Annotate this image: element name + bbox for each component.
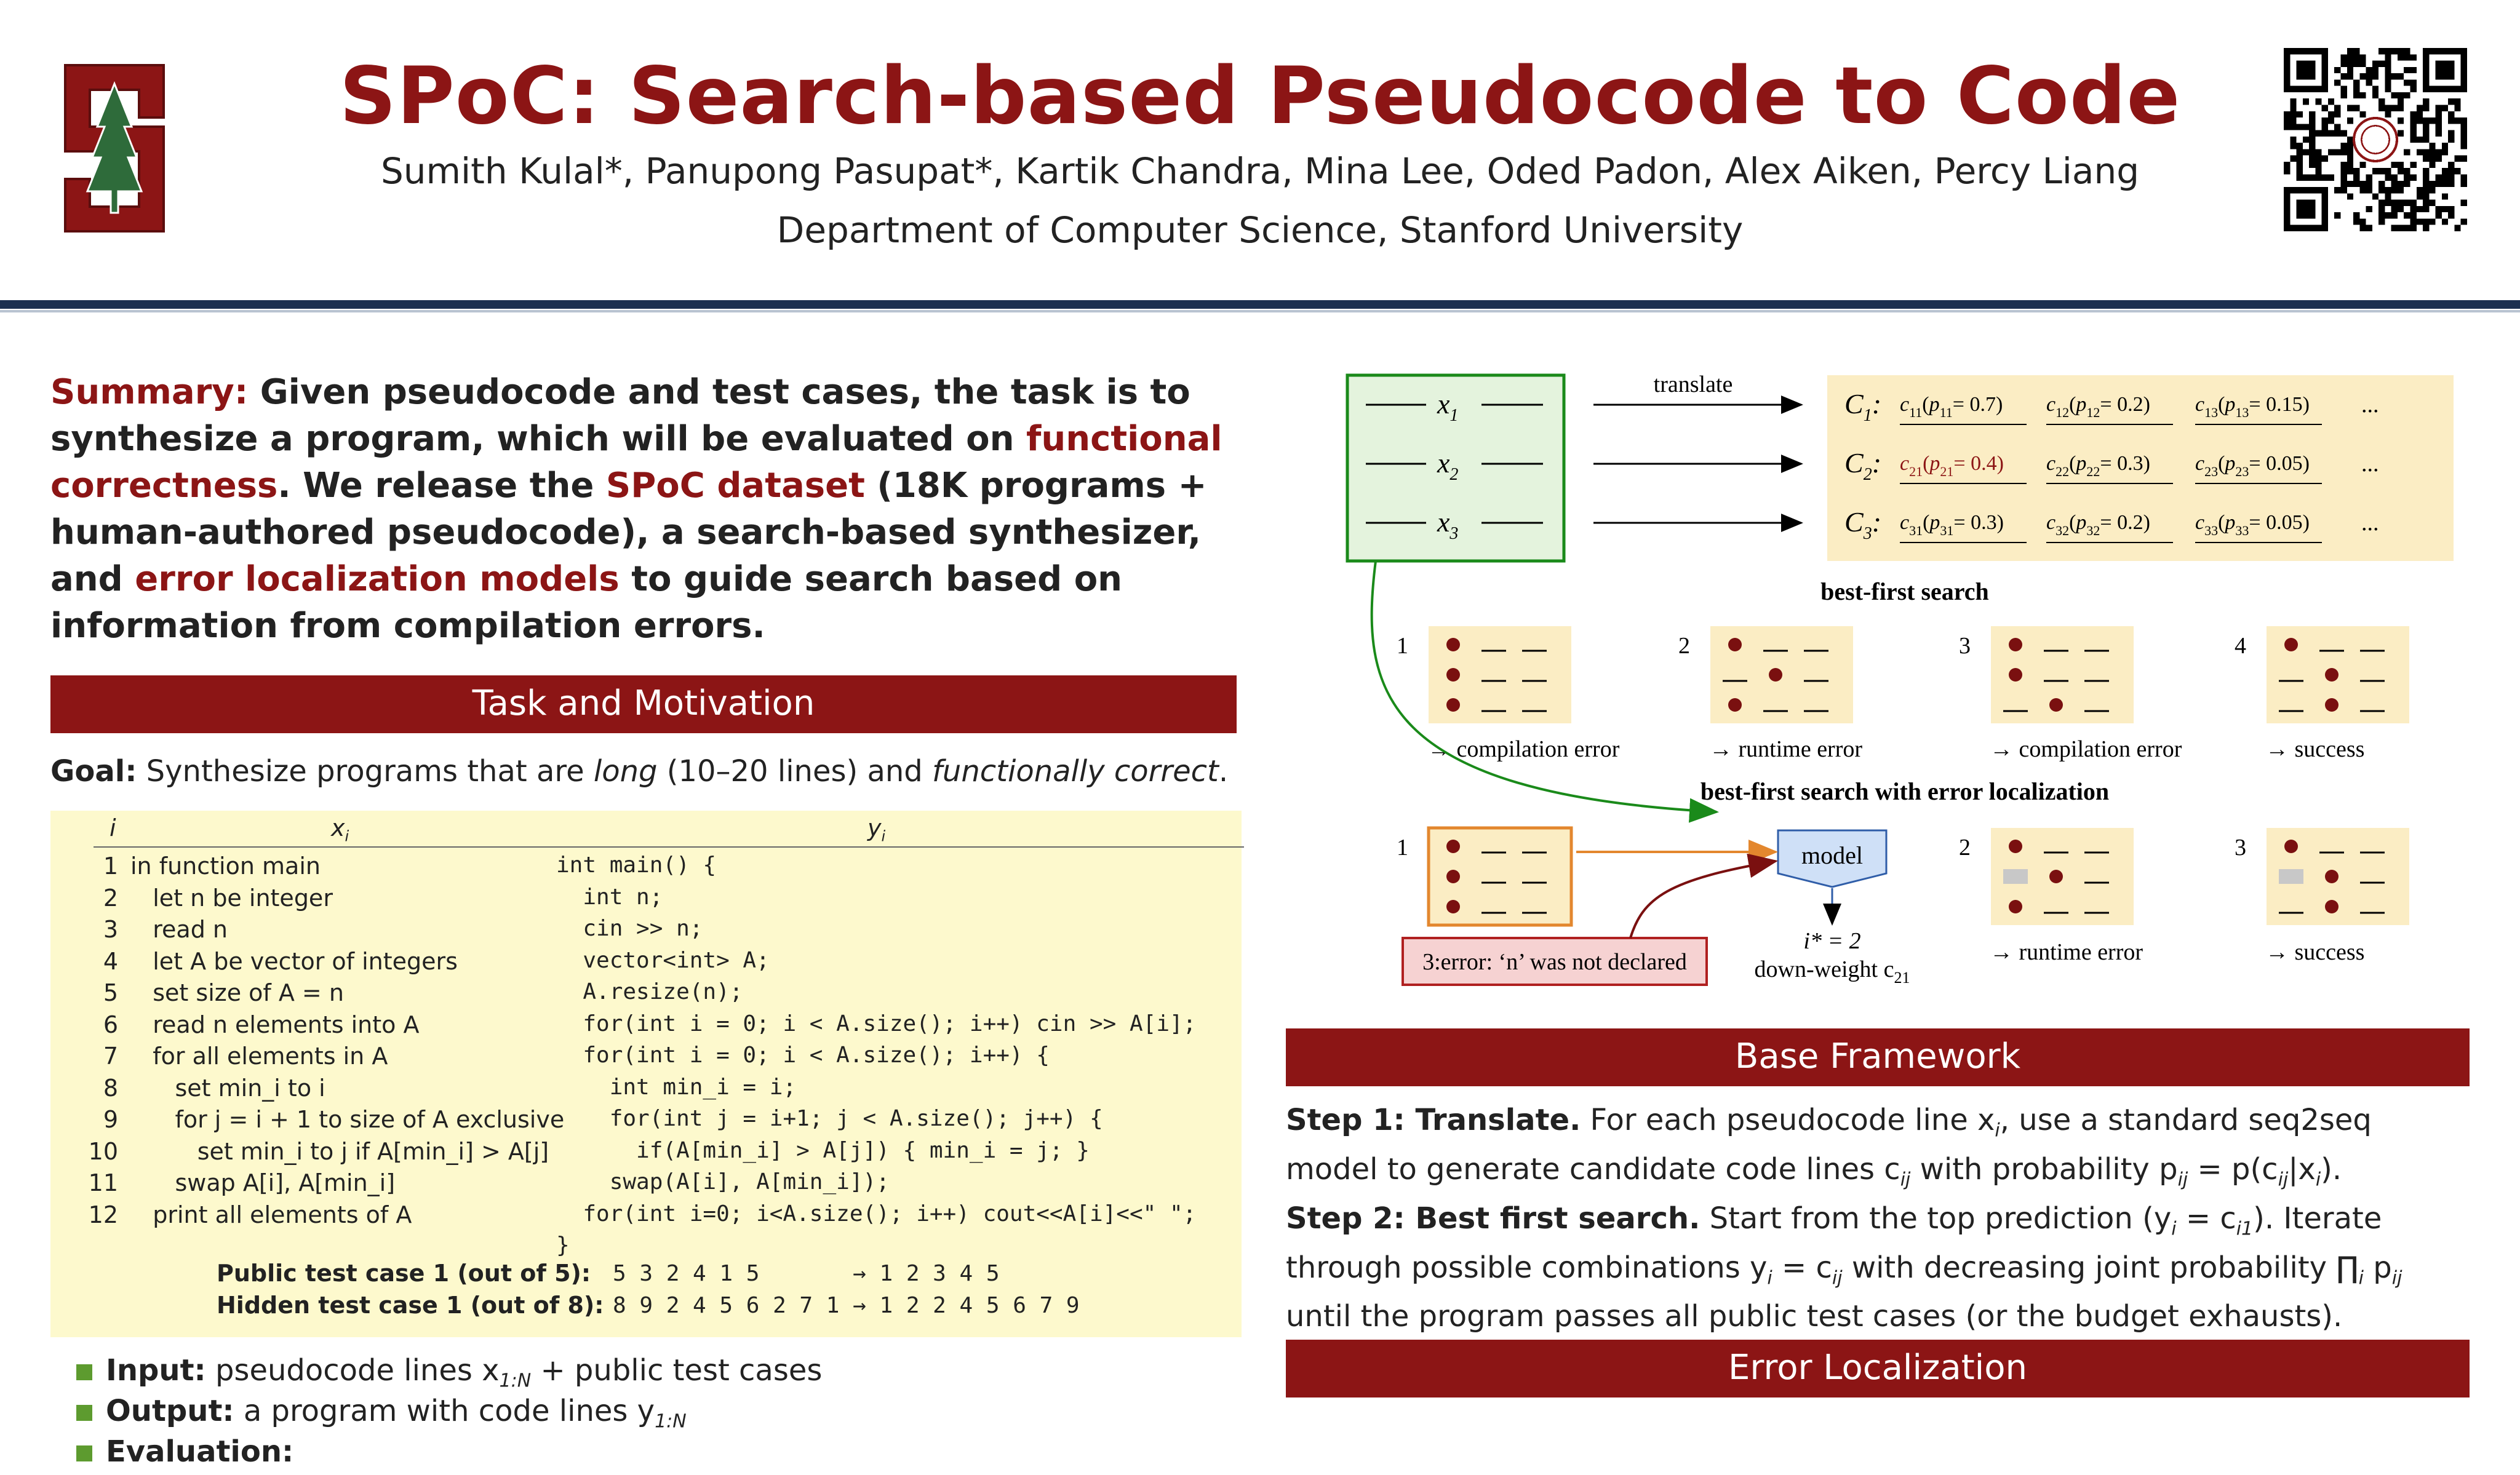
row-index: 4: [103, 947, 118, 975]
summary-highlight: error localization models: [135, 559, 620, 599]
step-number: 2: [1959, 835, 1971, 861]
code-line: swap(A[i], A[min_i]);: [556, 1169, 890, 1195]
pseudocode-line-label: $x_2$: [1437, 447, 1459, 484]
code-example-table: [50, 811, 1242, 1337]
qr-seal-icon: [2354, 118, 2397, 161]
col-header-y: $y_i$: [867, 814, 886, 845]
candidate-cell: $c_{33}(p_{33}= 0.05)$: [2195, 511, 2310, 538]
output-text: a program with code lines y: [234, 1394, 655, 1428]
pseudocode-line: let A be vector of integers: [130, 947, 458, 975]
row-index: 1: [103, 853, 118, 880]
summary-highlight: functional correctness: [50, 419, 1222, 506]
row-index: 6: [103, 1011, 118, 1038]
hidden-test-value: 8 9 2 4 5 6 2 7 1 → 1 2 2 4 5 6 7 9: [613, 1293, 1080, 1318]
bfs-title: best-first search: [1820, 578, 1989, 605]
candidate-cell: $c_{23}(p_{23}= 0.05)$: [2195, 452, 2310, 479]
selected-candidate-dot: [1446, 698, 1460, 712]
search-result: → compilation error: [1427, 736, 1620, 762]
row-index: 12: [88, 1201, 118, 1228]
section-heading-task: Task and Motivation: [50, 675, 1237, 733]
candidate-cell: $c_{21}(p_{21}= 0.4)$: [1900, 452, 2004, 479]
poster-header: [0, 0, 2520, 308]
goal-text: .: [1218, 754, 1229, 789]
candidate-cell: $c_{12}(p_{12}= 0.2)$: [2046, 393, 2150, 420]
qr-code[interactable]: [2284, 48, 2467, 231]
io-list: [50, 1353, 1237, 1475]
selected-candidate-dot: [2325, 900, 2339, 913]
step-1-label: Step 1: Translate.: [1286, 1103, 1581, 1137]
candidate-set-label: $C_2$:: [1844, 447, 1882, 484]
selected-candidate-dot: [2009, 840, 2022, 853]
pseudocode-line: set min_i to i: [130, 1074, 325, 1102]
selected-candidate-dot: [2325, 698, 2339, 712]
step-number: 1: [1397, 835, 1408, 861]
row-index: 8: [103, 1074, 118, 1102]
error-message: 3:error: ‘n’ was not declared: [1422, 949, 1687, 975]
section-heading-base: Base Framework: [1286, 1028, 2470, 1086]
hidden-test-label: Hidden test case 1 (out of 8):: [217, 1292, 604, 1319]
translate-label: translate: [1653, 372, 1733, 397]
input-text: pseudocode lines x: [205, 1353, 500, 1388]
selected-candidate-dot: [2325, 870, 2339, 883]
code-line: vector<int> A;: [556, 947, 770, 973]
code-line: for(int j = i+1; j < A.size(); j++) {: [556, 1106, 1103, 1131]
selected-candidate-dot: [1769, 668, 1782, 682]
search-result: → success: [2265, 736, 2365, 762]
list-item-input: Input: pseudocode lines $x_{1:N}$ + public test cases: [50, 1353, 1237, 1394]
search-result: → runtime error: [1709, 736, 1863, 762]
public-test-value: 5 3 2 4 1 5 → 1 2 3 4 5: [613, 1261, 1000, 1286]
selected-candidate-dot: [2325, 668, 2339, 682]
code-line: for(int i = 0; i < A.size(); i++) {: [556, 1043, 1050, 1068]
candidate-cell: $c_{11}(p_{11}= 0.7)$: [1900, 393, 2003, 420]
input-label: Input:: [106, 1353, 206, 1388]
pseudocode-line: for j = i + 1 to size of A exclusive: [130, 1106, 565, 1133]
candidate-set-label: $C_3$:: [1844, 506, 1882, 543]
step-number: 3: [2235, 835, 2246, 861]
col-header-i: i: [110, 814, 116, 841]
goal-text: Synthesize programs that are: [137, 754, 594, 789]
selected-candidate-dot: [1446, 870, 1460, 883]
candidate-cell: $c_{13}(p_{13}= 0.15)$: [2195, 393, 2310, 420]
evaluation-label: Evaluation:: [106, 1434, 294, 1469]
candidate-cell: $c_{22}(p_{22}= 0.3)$: [2046, 452, 2150, 479]
error-to-model-arrow: [1630, 861, 1776, 938]
search-diagram: [1286, 369, 2470, 1015]
summary-label: Summary:: [50, 372, 249, 412]
col-header-x: $x_i$: [331, 814, 349, 845]
search-result: → success: [2265, 939, 2365, 965]
search-result: → runtime error: [1990, 939, 2143, 965]
row-index: 5: [103, 979, 118, 1006]
selected-candidate-dot: [2009, 638, 2022, 651]
summary-text: (18K programs + human-authored pseudocode), a search-based synthesizer, and: [50, 466, 1207, 599]
selected-candidate-dot: [2009, 900, 2022, 913]
pseudocode-line: print all elements of A: [130, 1201, 412, 1228]
selected-candidate-dot: [2284, 840, 2298, 853]
downweight-label: down-weight $c_{21}$: [1754, 956, 1910, 987]
step-1: Step 1: Translate. For each pseudocode line $x_i$, use a standard seq2seq model to generate candidate code lines $c_{ij}$ with probability $p_{ij} = p(c_{ij}|x_i)$.: [1286, 1103, 2372, 1191]
pseudocode-line-label: $x_3$: [1437, 506, 1459, 543]
pseudocode-line: in function main: [130, 853, 321, 880]
goal-emphasis: long: [593, 754, 658, 789]
section-heading-error-localization: Error Localization: [1286, 1340, 2470, 1397]
search-result: → compilation error: [1990, 736, 2182, 762]
table-header-rule: [94, 846, 1244, 848]
code-line: A.resize(n);: [556, 979, 743, 1004]
step-number: 4: [2235, 633, 2246, 659]
step-number: 3: [1959, 633, 1971, 659]
step-2-label: Step 2: Best first search.: [1286, 1201, 1701, 1236]
pseudocode-line: read n: [130, 916, 228, 943]
candidate-set-label: $C_1$:: [1844, 388, 1882, 425]
code-line: int min_i = i;: [556, 1074, 797, 1100]
goal-emphasis: functionally correct: [932, 754, 1219, 789]
row-index: 3: [103, 916, 118, 943]
pseudocode-line: read n elements into A: [130, 1011, 420, 1038]
step-number: 2: [1678, 633, 1690, 659]
pseudocode-line: for all elements in A: [130, 1043, 388, 1070]
model-label: model: [1801, 841, 1863, 869]
candidate-cell: $c_{31}(p_{31}= 0.3)$: [1900, 511, 2004, 538]
code-line: cin >> n;: [556, 916, 703, 941]
row-index: 11: [88, 1169, 118, 1196]
selected-candidate-dot: [2049, 698, 2063, 712]
bfs-el-title: best-first search with error localization: [1700, 777, 2110, 805]
public-test-label: Public test case 1 (out of 5):: [217, 1260, 591, 1287]
row-index: 7: [103, 1043, 118, 1070]
selected-candidate-dot: [1446, 840, 1460, 853]
code-line: int main() {: [556, 853, 717, 878]
row-index: 2: [103, 884, 118, 912]
code-line: if(A[min_i] > A[j]) { min_i = j; }: [556, 1137, 1090, 1163]
pseudocode-line: set min_i to j if A[min_i] > A[j]: [130, 1137, 549, 1165]
code-line: int n;: [556, 884, 663, 910]
ellipsis: ...: [2361, 392, 2379, 418]
ellipsis: ...: [2361, 510, 2379, 536]
summary-text: . We release the: [277, 466, 606, 506]
summary-highlight: SPoC dataset: [605, 466, 865, 506]
step-number: 1: [1397, 633, 1408, 659]
goal-label: Goal:: [50, 754, 137, 789]
goal-statement: [50, 754, 1237, 797]
poster-title: SPoC: Search-based Pseudocode to Code: [339, 50, 2181, 142]
list-item-evaluation: [50, 1434, 1237, 1475]
candidate-cell: $c_{32}(p_{32}= 0.2)$: [2046, 511, 2150, 538]
selected-candidate-dot: [2284, 638, 2298, 651]
selected-candidate-dot: [1446, 668, 1460, 682]
poster-authors: Sumith Kulal*, Panupong Pasupat*, Kartik Chandra, Mina Lee, Oded Padon, Alex Aiken, Percy Liang: [380, 150, 2140, 192]
pseudocode-line: set size of A = n: [130, 979, 344, 1006]
selected-candidate-dot: [2009, 668, 2022, 682]
selected-candidate-dot: [1728, 698, 1742, 712]
list-item-output: Output: a program with code lines $y_{1:N}$: [50, 1394, 1237, 1434]
selected-candidate-dot: [1446, 638, 1460, 651]
header-rule: [0, 300, 2520, 309]
downweighted-candidate: [2003, 869, 2028, 884]
row-index: 10: [88, 1137, 118, 1165]
summary-text: to guide search based on information from compilation errors.: [50, 559, 1123, 646]
downweighted-candidate: [2279, 869, 2303, 884]
pseudocode-line: swap A[i], A[min_i]: [130, 1169, 396, 1196]
output-label: Output:: [106, 1394, 234, 1428]
selected-candidate-dot: [1446, 900, 1460, 913]
left-column: [50, 369, 1237, 1475]
goal-text: (10–20 lines) and: [657, 754, 933, 789]
selected-candidate-dot: [1728, 638, 1742, 651]
row-index: 9: [103, 1106, 118, 1133]
selected-candidate-dot: [2049, 870, 2063, 883]
ellipsis: ...: [2361, 451, 2379, 477]
pseudocode-line-label: $x_1$: [1437, 388, 1459, 425]
code-line: for(int i=0; i<A.size(); i++) cout<<A[i]<<" ";: [556, 1201, 1197, 1227]
poster-affiliation: Department of Computer Science, Stanford University: [776, 209, 1744, 251]
step-2: Step 2: Best first search. Start from the top prediction $(y_i = c_{i1})$. Iterate through possible combinations $y_i = c_{ij}$ with decreasing joint probability $\prod_i$ $p_{ij}$ until the program passes all public test cases (or the budget exhausts).: [1286, 1201, 2402, 1334]
input-tail: + public test cases: [531, 1353, 823, 1388]
istar-label: i* = 2: [1803, 928, 1861, 954]
code-line: }: [556, 1233, 570, 1258]
right-column: [1286, 369, 2470, 1417]
pseudocode-line: let n be integer: [130, 884, 333, 912]
code-line: for(int i = 0; i < A.size(); i++) cin >> A[i];: [556, 1011, 1197, 1036]
summary-text: Given pseudocode and test cases, the task is to synthesize a program, which will be evaluated on: [50, 372, 1190, 459]
summary-paragraph: [50, 369, 1237, 650]
header-rule-accent: [0, 310, 2520, 312]
